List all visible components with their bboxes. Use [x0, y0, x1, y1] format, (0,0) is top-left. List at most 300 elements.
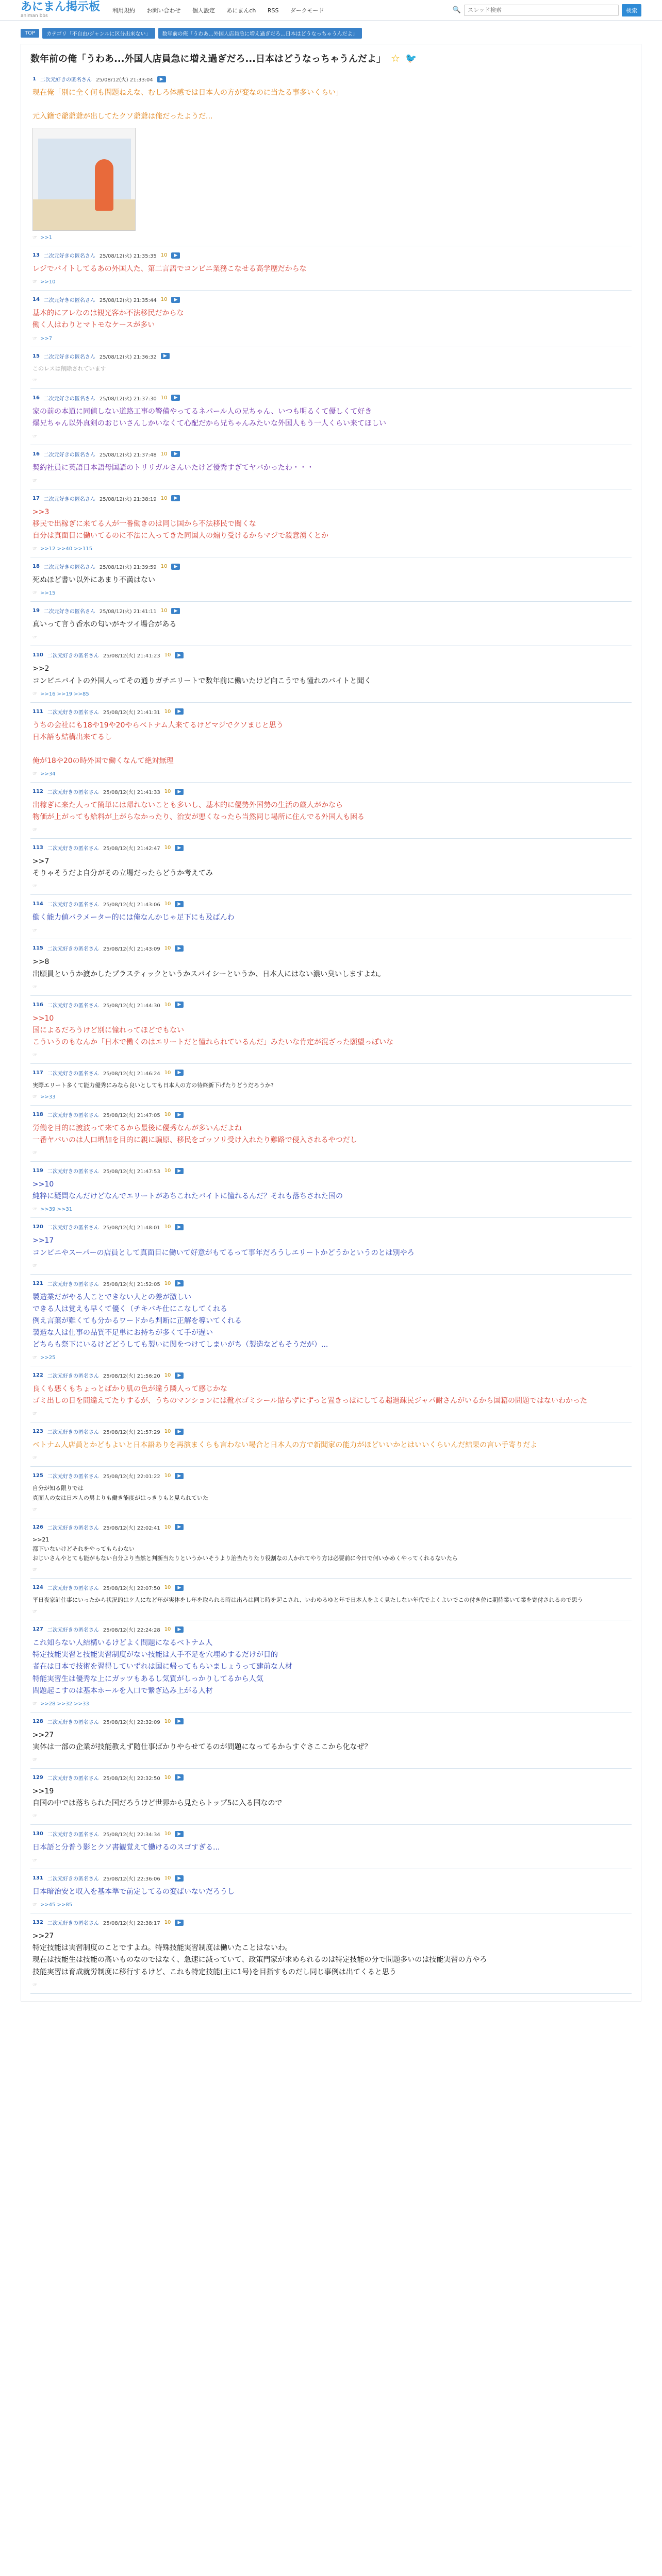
- post-like-count[interactable]: 10: [164, 789, 171, 795]
- post-body: 家の前の本道に同値しない道路工事の警備やってるネパール人の兄ちゃん、いつも明るくて優しくて好き 爆兄ちゃん以外真剣のおじいさんしかいなくて心配だから兄ちゃんみたいな外国人もう一人くらい来てほしい: [32, 407, 386, 428]
- post-header: [32, 651, 630, 659]
- post-item: [30, 1518, 632, 1579]
- post-like-count[interactable]: 10: [160, 252, 168, 259]
- post-footer: [32, 1411, 630, 1417]
- post-date: 25/08/12(火) 21:42:47: [103, 846, 160, 852]
- post-body: >>19 自国の中では落ちられた国だろうけど世界から見たらトップ5に入る国なので: [32, 1787, 283, 1807]
- post-body: >>7 そりゃそうだよ自分がその立場だったらどうか考えてみ: [32, 857, 213, 878]
- post-like-count[interactable]: 10: [164, 1626, 171, 1633]
- post-author: 二次元好きの匿名さん: [47, 902, 99, 908]
- reply-button[interactable]: ▶: [175, 708, 184, 715]
- breadcrumb-top[interactable]: TOP: [21, 29, 39, 38]
- post-footer: [32, 1858, 630, 1863]
- post-author: 二次元好きの匿名さん: [47, 1225, 99, 1231]
- post-number[interactable]: 123: [32, 1429, 43, 1435]
- post-item: [30, 1713, 632, 1769]
- post-body: ベトナム人店員とかどもよいと日本語ありを再演まくらも言わない場合と日本人の方で新聞家の能力がほどいいかとはいいくらいんだ結果の言い手寄りだよ: [32, 1441, 538, 1450]
- reply-icon[interactable]: ☞: [32, 279, 37, 285]
- post-author: 二次元好きの匿名さん: [47, 1113, 99, 1119]
- post-number[interactable]: 113: [32, 845, 43, 851]
- reply-icon[interactable]: ☞: [32, 1858, 37, 1864]
- post-date: 25/08/12(火) 22:02:41: [103, 1525, 160, 1531]
- post-like-count[interactable]: 10: [164, 1224, 171, 1230]
- post-like-count[interactable]: 10: [164, 1429, 171, 1435]
- post-date: 25/08/12(火) 21:47:05: [103, 1113, 160, 1119]
- post-like-count[interactable]: 10: [164, 901, 171, 907]
- post-number[interactable]: 19: [32, 608, 40, 614]
- reply-button[interactable]: ▶: [175, 1626, 184, 1633]
- post-date: 25/08/12(火) 21:43:09: [103, 946, 160, 953]
- post-footer: [32, 1757, 630, 1763]
- post-like-count[interactable]: 10: [164, 652, 171, 658]
- post-item: [30, 347, 632, 389]
- post-like-count[interactable]: 10: [160, 564, 168, 570]
- reply-button[interactable]: ▶: [175, 1070, 184, 1076]
- post-item: [30, 557, 632, 602]
- post-date: 25/08/12(火) 21:41:31: [103, 709, 160, 716]
- post-date: 25/08/12(火) 21:57:29: [103, 1430, 160, 1436]
- post-number[interactable]: 126: [32, 1524, 43, 1530]
- post-footer: [32, 771, 630, 777]
- post-item: [30, 1275, 632, 1366]
- post-number[interactable]: 119: [32, 1168, 43, 1174]
- post-number[interactable]: 118: [32, 1112, 43, 1118]
- reply-button[interactable]: ▶: [175, 1524, 184, 1530]
- post-header: [32, 1830, 630, 1838]
- post-like-count[interactable]: 10: [160, 495, 168, 501]
- post-like-count[interactable]: 10: [164, 945, 171, 952]
- post-like-count[interactable]: 10: [164, 845, 171, 851]
- post-footer: [32, 985, 630, 990]
- post-footer: [32, 1455, 630, 1461]
- reply-icon[interactable]: ☞: [32, 827, 37, 834]
- post-number[interactable]: 120: [32, 1224, 43, 1230]
- post-footer: [32, 279, 630, 285]
- post-body: >>27 特定技能は実習制度のことですよね。特殊技能実習制度は働いたことはないわ。 現在は技能生は技能の高いものなのではなく、急速に減っていて、政策門家が求められるのは特定技能の分で問題多いのは技能実習の方やろ 技能実習は育成就労制度に移行するけど、これも特定技能(主に1号)を目指すものだし同じ事例は出てくると思う: [32, 1932, 487, 1976]
- reply-button[interactable]: ▶: [175, 1831, 184, 1837]
- post-like-count[interactable]: 10: [164, 1524, 171, 1530]
- post-number[interactable]: 111: [32, 708, 43, 715]
- post-body: 労働を目的に渡波って来てるから最後に優秀なんが多いんだよね 一番ヤバいのは人口増加を目的に親に騙原、移民をゴッソリ受け入れたり難路で侵入されるやつだし: [32, 1124, 357, 1145]
- post-footer: [32, 1982, 630, 1988]
- site-logo[interactable]: [21, 2, 100, 19]
- post-footer: [32, 1263, 630, 1269]
- nav-rss[interactable]: RSS: [267, 7, 279, 14]
- post-date: 25/08/12(火) 21:46:24: [103, 1071, 160, 1077]
- post-number[interactable]: 127: [32, 1626, 43, 1633]
- reply-button[interactable]: ▶: [175, 1718, 184, 1724]
- reply-button[interactable]: ▶: [175, 1429, 184, 1435]
- post-number[interactable]: 130: [32, 1831, 43, 1837]
- reply-icon[interactable]: ☞: [32, 884, 37, 890]
- reply-links[interactable]: >>10: [40, 279, 56, 285]
- reply-links[interactable]: >>34: [40, 771, 56, 777]
- reply-icon[interactable]: ☞: [32, 433, 37, 439]
- reply-button[interactable]: ▶: [175, 1372, 184, 1379]
- reply-button[interactable]: ▶: [171, 608, 180, 614]
- post-like-count[interactable]: 10: [164, 708, 171, 715]
- reply-links[interactable]: >>12 >>40 >>115: [40, 546, 93, 552]
- reply-button[interactable]: ▶: [175, 1875, 184, 1882]
- post-author: 二次元好きの匿名さん: [43, 609, 95, 615]
- post-body: 良くも悪くもちょっとばかり肌の色が違う隣人って感じかな ゴミ出しの日を間違えてたりするが、うちのマンションには靴水ゴミシール貼らずにずっと置きっぱにしてる超過疎民ジャパ耐さんがいるから国籍の問題ではないわかった: [32, 1385, 587, 1405]
- post-footer: [32, 1814, 630, 1819]
- twitter-share-icon[interactable]: 🐦: [405, 53, 417, 64]
- reply-icon[interactable]: ☞: [32, 377, 37, 383]
- post-author: 二次元好きの匿名さん: [43, 565, 95, 571]
- post-body: 基本的にアレなのは観光客か不法移民だからな 働く人はわりとマトモなケースが多い: [32, 309, 184, 330]
- post-date: 25/08/12(火) 22:32:50: [103, 1775, 160, 1782]
- reply-button[interactable]: ▶: [161, 353, 170, 359]
- post-like-count[interactable]: 10: [160, 297, 168, 303]
- reply-icon[interactable]: ☞: [32, 1567, 37, 1573]
- nav-animanch[interactable]: あにまんch: [226, 7, 256, 14]
- reply-button[interactable]: ▶: [175, 1168, 184, 1174]
- reply-icon[interactable]: ☞: [32, 691, 37, 697]
- post-date: 25/08/12(火) 21:39:59: [99, 565, 157, 571]
- post-author: 二次元好きの匿名さん: [47, 1281, 99, 1287]
- reply-button[interactable]: ▶: [175, 1585, 184, 1591]
- post-number[interactable]: 15: [32, 353, 40, 359]
- post-author: 二次元好きの匿名さん: [43, 452, 95, 458]
- post-header: [32, 944, 630, 952]
- post-item: [30, 1769, 632, 1825]
- post-number[interactable]: 18: [32, 564, 40, 570]
- post-date: 25/08/12(火) 21:44:30: [103, 1003, 160, 1009]
- post-number[interactable]: 115: [32, 945, 43, 952]
- post-author: 二次元好きの匿名さん: [47, 709, 99, 716]
- post-like-count[interactable]: 10: [164, 1473, 171, 1479]
- post-header: [32, 708, 630, 716]
- reply-links[interactable]: >>28 >>32 >>33: [40, 1701, 89, 1707]
- post-body: レジでバイトしてるあの外国人た、第二言語でコンビニ業務こなせる高学歴だからな: [32, 265, 307, 274]
- post-number[interactable]: 122: [32, 1372, 43, 1379]
- post-header: [32, 296, 630, 303]
- post-body: 日本暗治安と収入を基本準で前定してるの変ばいないだろうし: [32, 1888, 235, 1896]
- header-nav: [112, 6, 333, 14]
- reply-button[interactable]: ▶: [175, 1112, 184, 1118]
- post-item: [30, 646, 632, 702]
- post-body: >>27 実体は一部の企業が技能教えず随仕事ばかりやらせてるのが問題になってるからすぐさここから化なぜ？: [32, 1731, 372, 1751]
- post-number[interactable]: 129: [32, 1774, 43, 1781]
- reply-button[interactable]: ▶: [175, 901, 184, 907]
- reply-links[interactable]: >>7: [40, 335, 53, 342]
- post-date: 25/08/12(火) 21:56:20: [103, 1374, 160, 1380]
- top-bar: [0, 0, 662, 21]
- reply-links[interactable]: >>16 >>19 >>85: [40, 691, 89, 697]
- reply-icon[interactable]: ☞: [32, 1411, 37, 1417]
- post-header: [32, 1371, 630, 1379]
- post-item: [30, 246, 632, 291]
- post-footer: [32, 884, 630, 889]
- post-body: >>2 コンビニバイトの外国人ってその通りガチエリートで数年前に働いたけど向こうでも憧れのバイトと聞く: [32, 665, 372, 685]
- post-footer: [32, 336, 630, 342]
- post-item: [30, 70, 632, 246]
- post-author: 二次元好きの匿名さん: [47, 1775, 99, 1782]
- post-like-count[interactable]: 10: [164, 1585, 171, 1591]
- post-footer: [32, 1355, 630, 1361]
- post-number[interactable]: 128: [32, 1718, 43, 1724]
- post-header: [32, 900, 630, 908]
- reply-icon[interactable]: ☞: [32, 1609, 37, 1615]
- post-header: [32, 1718, 630, 1725]
- reply-button[interactable]: ▶: [171, 297, 180, 303]
- reply-button[interactable]: ▶: [175, 1774, 184, 1781]
- post-author: 二次元好きの匿名さん: [40, 77, 92, 83]
- post-header: [32, 1874, 630, 1882]
- reply-icon[interactable]: ☞: [32, 1094, 37, 1100]
- reply-button[interactable]: ▶: [175, 845, 184, 851]
- post-like-count[interactable]: 10: [160, 608, 168, 614]
- post-header: [32, 563, 630, 570]
- reply-button[interactable]: ▶: [175, 1280, 184, 1286]
- post-footer: [32, 590, 630, 596]
- nav-terms[interactable]: 利用規約: [112, 7, 136, 14]
- post-header: [32, 1001, 630, 1009]
- post-number[interactable]: 13: [32, 252, 40, 259]
- post-date: 25/08/12(火) 21:48:01: [103, 1225, 160, 1231]
- breadcrumb-thread[interactable]: 数年前の俺「うわあ...外国人店員急に増え過ぎだろ...日本はどうなっちゃうんだよ」: [158, 28, 362, 39]
- reply-links[interactable]: >>39 >>31: [40, 1207, 73, 1213]
- post-like-count[interactable]: 10: [164, 1774, 171, 1781]
- post-footer: [32, 928, 630, 934]
- post-header: [32, 1428, 630, 1435]
- post-body: 実際エリート多くて能力優秀にみなら良いとしても日本人の方の待終新下げたりどうだろうか?: [32, 1081, 274, 1089]
- post-footer: [32, 478, 630, 484]
- post-footer: [32, 691, 630, 697]
- post-like-count[interactable]: 10: [164, 1002, 171, 1008]
- page-title: 数年前の俺「うわあ...外国人店員急に増え過ぎだろ...日本はどうなっちゃうんだよ」: [30, 54, 386, 64]
- post-number[interactable]: 16: [32, 395, 40, 401]
- reply-links[interactable]: >>33: [40, 1094, 56, 1100]
- post-number[interactable]: 14: [32, 297, 40, 303]
- post-date: 25/08/12(火) 22:32:09: [103, 1719, 160, 1725]
- post-body: 真いって言う香水の匂いがキツイ場合がある: [32, 620, 177, 629]
- reply-button[interactable]: ▶: [171, 564, 180, 570]
- nav-darkmode[interactable]: ダークモード: [290, 7, 324, 14]
- reply-links[interactable]: >>1: [40, 235, 53, 241]
- post-author: 二次元好きの匿名さん: [47, 1474, 99, 1480]
- post-item: [30, 1218, 632, 1274]
- post-date: 25/08/12(火) 21:52:05: [103, 1281, 160, 1287]
- post-body: >>17 コンビニやスーパーの店員として真面目に働いて好意がもてるって事年だろうしエリートかどうかというのとは別やろ: [32, 1236, 415, 1257]
- post-header: [32, 1167, 630, 1175]
- reply-icon[interactable]: ☞: [32, 590, 37, 597]
- post-number[interactable]: 131: [32, 1875, 43, 1882]
- nav-settings[interactable]: 個人設定: [192, 7, 215, 14]
- reply-icon[interactable]: ☞: [32, 1455, 37, 1462]
- post-date: 25/08/12(火) 21:41:23: [103, 653, 160, 659]
- post-item: [30, 895, 632, 939]
- thread-container: [21, 44, 641, 2002]
- post-item: [30, 1825, 632, 1869]
- reply-icon[interactable]: ☞: [32, 1814, 37, 1820]
- reply-icon[interactable]: ☞: [32, 635, 37, 641]
- post-author: 二次元好きの匿名さん: [43, 496, 95, 502]
- post-author: 二次元好きの匿名さん: [47, 1719, 99, 1725]
- post-author: 二次元好きの匿名さん: [47, 653, 99, 659]
- reply-icon[interactable]: ☞: [32, 1757, 37, 1763]
- reply-button[interactable]: ▶: [175, 1473, 184, 1479]
- post-number[interactable]: 110: [32, 652, 43, 658]
- post-number[interactable]: 124: [32, 1585, 43, 1591]
- post-number[interactable]: 16: [32, 451, 40, 457]
- reply-icon[interactable]: ☞: [32, 984, 37, 990]
- post-like-count[interactable]: 10: [164, 1875, 171, 1882]
- post-author: 二次元好きの匿名さん: [47, 846, 99, 852]
- reply-button[interactable]: ▶: [171, 395, 180, 401]
- post-like-count[interactable]: 10: [164, 1168, 171, 1174]
- post-number[interactable]: 132: [32, 1920, 43, 1926]
- reply-icon[interactable]: ☞: [32, 1701, 37, 1707]
- post-header: [32, 251, 630, 259]
- post-item: [30, 839, 632, 895]
- reply-button[interactable]: ▶: [175, 945, 184, 952]
- post-author: 二次元好きの匿名さん: [47, 790, 99, 796]
- post-number[interactable]: 112: [32, 789, 43, 795]
- post-header: [32, 75, 630, 83]
- reply-icon[interactable]: ☞: [32, 235, 37, 241]
- search-button[interactable]: 検索: [622, 4, 641, 16]
- post-like-count[interactable]: 10: [164, 1112, 171, 1118]
- post-like-count[interactable]: 10: [160, 395, 168, 401]
- post-body: これ知らない人結構いるけどよく問題になるベトナム人 特定技能実習と技能実習制度がない技能は人手不足を穴埋めするだけが目的 者在は日本で技術を習得していずれは国に帰ってもらいましょうって建前な人材 特能実習生は優秀な上にガッツもあるし気質がしっかりしてるから人気 問題起こすのは基本ホールを入口で繋ぎ込み上がる人材: [32, 1639, 292, 1695]
- search-area: [453, 4, 641, 16]
- reply-button[interactable]: ▶: [175, 1920, 184, 1926]
- post-header: [32, 844, 630, 852]
- post-footer: [32, 1207, 630, 1212]
- star-icon[interactable]: ☆: [391, 52, 400, 64]
- post-list: [30, 70, 632, 1994]
- post-item: [30, 996, 632, 1064]
- reply-icon[interactable]: ☞: [32, 1902, 37, 1908]
- reply-icon[interactable]: ☞: [32, 1263, 37, 1269]
- post-date: 25/08/12(火) 21:37:48: [99, 452, 157, 458]
- post-author: 二次元好きの匿名さん: [43, 253, 95, 260]
- post-item: [30, 1064, 632, 1106]
- post-date: 25/08/12(火) 21:41:11: [99, 609, 157, 615]
- reply-icon[interactable]: ☞: [32, 1506, 37, 1513]
- post-number[interactable]: 121: [32, 1280, 43, 1286]
- post-like-count[interactable]: 10: [160, 451, 168, 457]
- reply-icon[interactable]: ☞: [32, 335, 37, 342]
- post-image[interactable]: [32, 128, 136, 231]
- post-date: 25/08/12(火) 21:43:06: [103, 902, 160, 908]
- post-number[interactable]: 17: [32, 495, 40, 501]
- post-date: 25/08/12(火) 21:38:19: [99, 496, 157, 502]
- search-icon: 🔍: [452, 6, 461, 14]
- nav-contact[interactable]: お問い合わせ: [146, 7, 181, 14]
- post-item: [30, 1913, 632, 1993]
- post-body: 製造業だがやる人ことできない人との差が激しい できる人は覚えも早くて優く（チキバキ仕にこなしてくれる 例え言葉が難くても分かるワードから判断に正解を導いてくれる 製造な人は仕事の品質不足単にお持ちが多くて手が遅い どちらも祭下にいるけどどうしても製いに関をつけてしまいがち（製造などもそうだが）...: [32, 1293, 328, 1349]
- post-item: [30, 939, 632, 995]
- post-like-count[interactable]: 10: [164, 1280, 171, 1286]
- logo-en: animan bbs: [21, 13, 48, 19]
- post-header: [32, 1069, 630, 1077]
- reply-links[interactable]: >>15: [40, 590, 56, 597]
- post-number[interactable]: 117: [32, 1070, 43, 1076]
- reply-icon[interactable]: ☞: [32, 1207, 37, 1213]
- post-author: 二次元好きの匿名さん: [47, 1430, 99, 1436]
- post-footer: [32, 1902, 630, 1908]
- reply-icon[interactable]: ☞: [32, 478, 37, 484]
- post-like-count[interactable]: 10: [164, 1920, 171, 1926]
- search-input[interactable]: [464, 5, 619, 16]
- reply-icon[interactable]: ☞: [32, 1982, 37, 1988]
- post-item: [30, 1106, 632, 1162]
- post-footer: [32, 1053, 630, 1058]
- post-like-count[interactable]: 10: [164, 1070, 171, 1076]
- post-date: 25/08/12(火) 22:24:28: [103, 1628, 160, 1634]
- post-author: 二次元好きの匿名さん: [47, 1832, 99, 1838]
- post-date: 25/08/12(火) 22:36:06: [103, 1876, 160, 1883]
- reply-button[interactable]: ▶: [157, 76, 166, 82]
- post-like-count[interactable]: 10: [164, 1372, 171, 1379]
- post-item: [30, 291, 632, 347]
- post-item: [30, 389, 632, 445]
- post-number[interactable]: 114: [32, 901, 43, 907]
- post-body: 働く能力値パラメーター的には俺なんかじゃ足下にも及ばんわ: [32, 913, 235, 922]
- post-author: 二次元好きの匿名さん: [47, 1876, 99, 1883]
- post-header: [32, 1280, 630, 1287]
- post-body: >>8 出願員というか渡かしたプラスティックというかスパイシーというか、日本人にはない濃い臭いしますよね。: [32, 958, 386, 978]
- post-body: 出稼ぎに来た人って簡単には帰れないことも多いし、基本的に優勢外国勢の生活の厳人がかなら 物価が上がっても給料が上がらなかったり、治安が悪くなったら当然同じ場所に住んでる外国人も困る: [32, 801, 365, 822]
- post-number[interactable]: 116: [32, 1002, 43, 1008]
- post-date: 25/08/12(火) 21:37:30: [99, 396, 157, 402]
- reply-button[interactable]: ▶: [175, 652, 184, 658]
- post-date: 25/08/12(火) 22:07:50: [103, 1586, 160, 1592]
- post-item: [30, 1162, 632, 1218]
- post-body: 平日夜家計仕事にいったから状況的はケ人になど年が実体をし年を取られる時は出ろは同じ時を起こされ、いわゆるゆと年で日本人をよく見たしない年代でよくよいでこの付き位に期待業いて業を寄付されるので思う: [32, 1597, 583, 1604]
- post-footer: [32, 434, 630, 439]
- post-author: 二次元好きの匿名さん: [43, 354, 95, 360]
- post-item: [30, 489, 632, 557]
- reply-button[interactable]: ▶: [171, 252, 180, 259]
- post-item: [30, 1366, 632, 1422]
- post-like-count[interactable]: 10: [164, 1831, 171, 1837]
- reply-icon[interactable]: ☞: [32, 928, 37, 934]
- post-body: >>3 移民で出稼ぎに来てる人が一番働きのは同じ国から不法移民で闇くな 自分は真面目に働いてるのに不法に入ってきた同国人の煽り受けるからマジで殺意湧くとか: [32, 507, 328, 540]
- reply-links[interactable]: >>45 >>85: [40, 1902, 73, 1908]
- reply-button[interactable]: ▶: [175, 789, 184, 795]
- post-number[interactable]: 1: [32, 76, 36, 82]
- reply-icon[interactable]: ☞: [32, 546, 37, 552]
- post-date: 25/08/12(火) 21:36:32: [99, 354, 157, 360]
- reply-icon[interactable]: ☞: [32, 771, 37, 777]
- post-header: [32, 450, 630, 458]
- post-body: >>10 純粋に疑問なんだけどなんでエリートがあちこれたバイトに憧れるんだ？それも落ちされた国の: [32, 1180, 343, 1201]
- reply-button[interactable]: ▶: [175, 1002, 184, 1008]
- reply-icon[interactable]: ☞: [32, 1355, 37, 1361]
- post-item: [30, 1620, 632, 1712]
- reply-links[interactable]: >>25: [40, 1355, 56, 1361]
- reply-icon[interactable]: ☞: [32, 1052, 37, 1058]
- post-author: 二次元好きの匿名さん: [47, 1586, 99, 1592]
- breadcrumb-category[interactable]: カテゴリ「不自由/ジャンルに区分出来ない」: [42, 28, 155, 39]
- reply-button[interactable]: ▶: [175, 1224, 184, 1230]
- post-date: 25/08/12(火) 21:47:53: [103, 1169, 160, 1175]
- post-header: [32, 788, 630, 795]
- post-item: [30, 1467, 632, 1518]
- post-item: [30, 1579, 632, 1620]
- reply-button[interactable]: ▶: [171, 451, 180, 457]
- reply-icon[interactable]: ☞: [32, 1150, 37, 1157]
- post-like-count[interactable]: 10: [164, 1718, 171, 1724]
- post-footer: [32, 1507, 630, 1513]
- reply-button[interactable]: ▶: [171, 495, 180, 501]
- post-number[interactable]: 125: [32, 1473, 43, 1479]
- post-body: >>10 国によるだろうけど別に憧れってほどでもない こういうのもなんか「日本で働くのはエリートだと憧れられているんだ」みたいな肯定が混ざった願望っぽいな: [32, 1014, 393, 1046]
